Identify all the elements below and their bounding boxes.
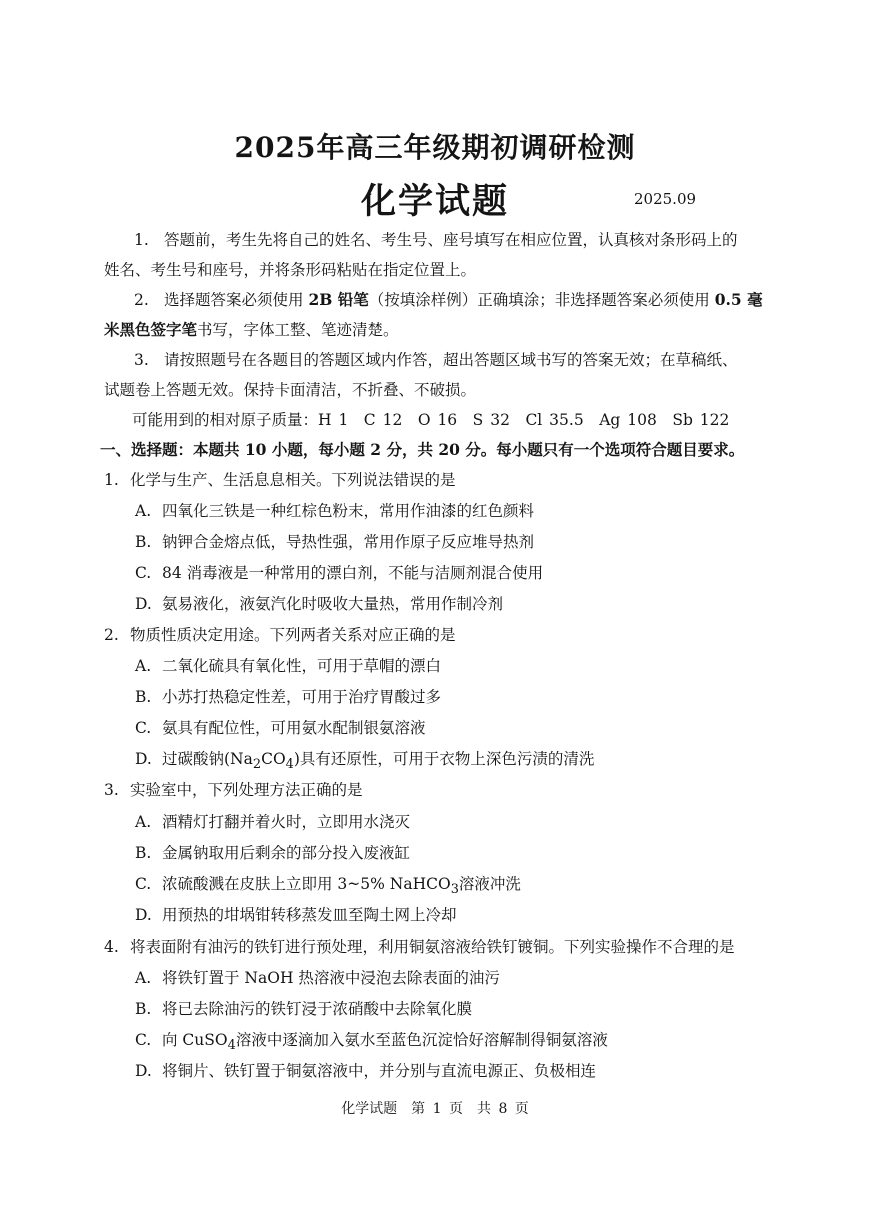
question-2-option-a: A. 二氧化硫具有氧化性，可用于草帽的漂白 [135, 657, 442, 675]
instruction-number: 2. [134, 291, 149, 309]
instruction-1-line-2: 姓名、考生号和座号，并将条形码粘贴在指定位置上。 [104, 261, 477, 279]
question-3-option-a: A. 酒精灯打翻并着火时，立即用水浇灭 [135, 813, 411, 831]
question-number: 4. [104, 938, 119, 956]
question-1-option-d: D. 氨易液化，液氨汽化时吸收大量热，常用作制冷剂 [135, 595, 504, 613]
question-number: 3. [104, 781, 119, 799]
atomic-masses: 可能用到的相对原子质量：H 1 C 12 O 16 S 32 Cl 35.5 Ag 108 Sb 122 [132, 411, 730, 429]
question-2-option-d: D. 过碳酸钠$(Na_2CO_4)$具有还原性，可用于衣物上深色污渍的清洗 [135, 750, 595, 773]
instruction-3-line-1: 3. 请按照题号在各题目的答题区域内作答，超出答题区域书写的答案无效；在草稿纸、 [104, 350, 738, 370]
exam-date: 2025.09 [634, 190, 697, 208]
question-3-stem: 3. 实验室中，下列处理方法正确的是 [104, 781, 363, 799]
page-footer: 化学试题 第 1 页 共 8 页 [341, 1101, 529, 1117]
question-1-option-c: C. 84 消毒液是一种常用的漂白剂，不能与洁厕剂混合使用 [135, 564, 544, 582]
question-1-option-a: A. 四氧化三铁是一种红棕色粉末，常用作油漆的红色颜料 [135, 502, 535, 520]
question-number: 2. [104, 626, 119, 644]
question-1-stem: 1. 化学与生产、生活息息相关。下列说法错误的是 [104, 471, 456, 489]
question-2-option-b: B. 小苏打热稳定性差，可用于治疗胃酸过多 [135, 688, 442, 706]
question-3-option-d: D. 用预热的坩埚钳转移蒸发皿至陶土网上冷却 [135, 906, 457, 924]
instruction-1-line-1: 1. 答题前，考生先将自己的姓名、考生号、座号填写在相应位置，认真核对条形码上的 [104, 230, 738, 250]
question-1-option-b: B. 钠钾合金熔点低，导热性强，常用作原子反应堆导热剂 [135, 533, 535, 551]
instruction-2-line-1: 2. 选择题答案必须使用 2B 铅笔（按填涂样例）正确填涂；非选择题答案必须使用 0.5 毫 [104, 290, 763, 310]
question-4-option-a: A. 将铁钉置于 NaOH 热溶液中浸泡去除表面的油污 [135, 969, 500, 987]
question-2-option-c: C. 氨具有配位性，可用氨水配制银氨溶液 [135, 719, 426, 737]
question-number: 1. [104, 471, 119, 489]
exam-subject-title: 化学试题 [360, 181, 509, 222]
question-4-option-d: D. 将铜片、铁钉置于铜氨溶液中，并分别与直流电源正、负极相连 [135, 1062, 597, 1080]
question-4-option-c: C. 向 CuSO$_4$溶液中逐滴加入氨水至蓝色沉淀恰好溶解制得铜氨溶液 [135, 1031, 608, 1054]
instruction-3-line-2: 试题卷上答题无效。保持卡面清洁，不折叠、不破损。 [104, 381, 477, 399]
instruction-number: 3. [134, 351, 149, 369]
instruction-2-line-2: 米黑色签字笔书写，字体工整、笔迹清楚。 [104, 320, 399, 339]
question-3-option-b: B. 金属钠取用后剩余的部分投入废液缸 [135, 844, 411, 862]
instruction-number: 1. [134, 231, 149, 249]
exam-title: 2025年高三年级期初调研检测 [234, 131, 636, 164]
question-3-option-c: C. 浓硫酸溅在皮肤上立即用 3~5% NaHCO$_3$溶液冲洗 [135, 875, 521, 898]
question-4-option-b: B. 将已去除油污的铁钉浸于浓硝酸中去除氧化膜 [135, 1000, 473, 1018]
section-heading: 一、选择题：本题共 10 小题，每小题 2 分，共 20 分。每小题只有一个选项符合题目要求。 [100, 440, 745, 459]
question-4-stem: 4. 将表面附有油污的铁钉进行预处理，利用铜氨溶液给铁钉镀铜。下列实验操作不合理的是 [104, 938, 735, 956]
question-2-stem: 2. 物质性质决定用途。下列两者关系对应正确的是 [104, 626, 456, 644]
